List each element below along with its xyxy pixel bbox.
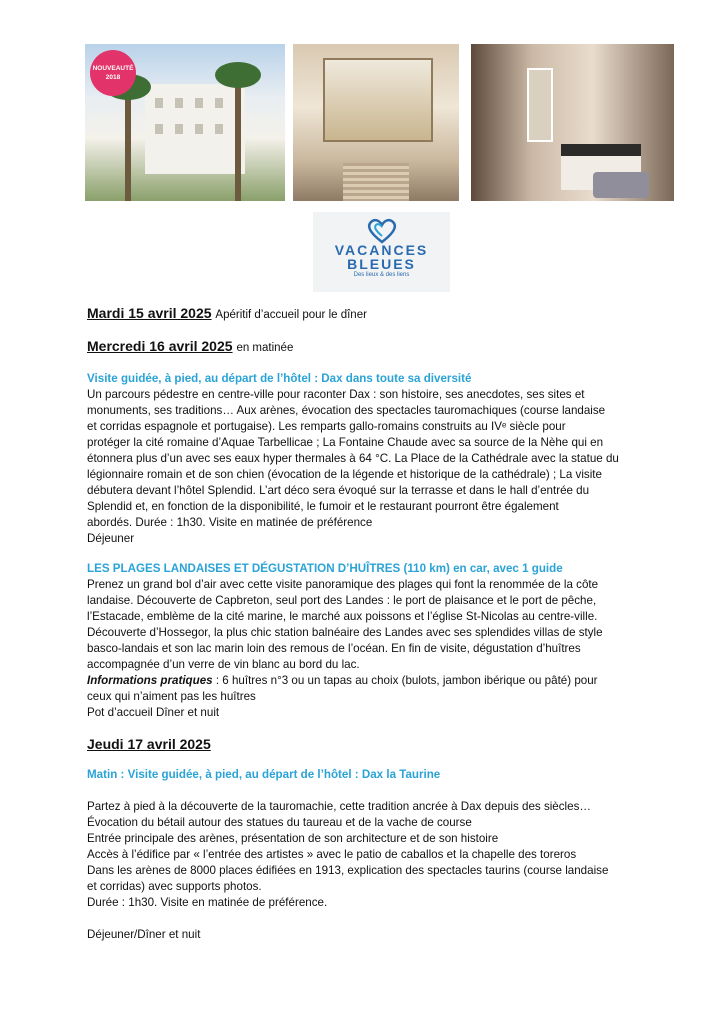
paragraph-line: Déjeuner <box>87 532 135 545</box>
day-date: Mercredi 16 avril 2025 <box>87 338 233 354</box>
paragraph-line: protéger la cité romaine d’Aquae Tarbellicae ; La Fontaine Chaude avec sa source de la Nèhe qui en <box>87 436 604 449</box>
paragraph-line: ceux qui n’aiment pas les huîtres <box>87 690 256 703</box>
paragraph-line: Partez à pied à la découverte de la tauromachie, cette tradition ancrée à Dax depuis des siècles… <box>87 800 591 813</box>
nouveaute-badge: NOUVEAUTÉ 2018 <box>90 50 136 96</box>
paragraph-line: basco-landais et son lac marin loin des remous de l’océan. En fin de visite, dégustation d’huîtres <box>87 642 581 655</box>
building-shape <box>145 84 245 174</box>
itinerary-content <box>87 304 647 943</box>
heart-icon <box>365 218 399 244</box>
vacances-bleues-logo <box>313 212 450 292</box>
hotel-facade-photo <box>85 44 285 201</box>
paragraph-line: Dans les arènes de 8000 places édifiées en 1913, explication des spectacles taurins (course landaise <box>87 864 609 877</box>
paragraph-line: Déjeuner/Dîner et nuit <box>87 928 201 941</box>
practical-info-text: : 6 huîtres n°3 ou un tapas au choix (bulots, jambon ibérique ou pâté) pour <box>212 674 598 687</box>
day-heading <box>87 304 647 324</box>
paragraph-line: Un parcours pédestre en centre-ville pour raconter Dax : son histoire, ses anecdotes, ses sites et <box>87 388 585 401</box>
logo-tagline: Des lieux & des liens <box>353 272 410 278</box>
paragraph-line: Découverte d’Hossegor, la plus chic station balnéaire des Landes avec ses splendides villas de style <box>87 626 603 639</box>
day-date: Mardi 15 avril 2025 <box>87 305 212 321</box>
paragraph-line: Pot d’accueil Dîner et nuit <box>87 706 220 719</box>
paragraph-line: landaise. Découverte de Capbreton, seul port des Landes : le port de plaisance et le port de pêche, <box>87 594 597 607</box>
section-heading: Matin : Visite guidée, à pied, au départ de l’hôtel : Dax la Taurine <box>87 768 441 781</box>
paragraph-line: accompagnée d’un verre de vin blanc au bord du lac. <box>87 658 360 671</box>
paragraph-line: Accès à l’édifice par « l’entrée des artistes » avec le patio de caballos et la chapelle des toreros <box>87 848 577 861</box>
day-note: en matinée <box>236 342 294 354</box>
paragraph-line: Évocation du bétail autour des statues du taureau et de la vache de course <box>87 816 472 829</box>
section-heading: LES PLAGES LANDAISES ET DÉGUSTATION D’HUÎTRES (110 km) en car, avec 1 guide <box>87 562 563 575</box>
day-note: Apéritif d’accueil pour le dîner <box>215 309 367 321</box>
paragraph-line: et corridas espagnole et portugaise). Les remparts gallo-romains construits au IVᵉ siècle pour <box>87 420 566 433</box>
paragraph-line: l’Estacade, emblème de la cité marine, le marché aux poissons et l’église St-Nicolas au centre-ville. <box>87 610 598 623</box>
day-date: Jeudi 17 avril 2025 <box>87 736 211 752</box>
paragraph-line: légionnaire romain et de son chien (évocation de la légende et historique de la cathédrale) ; La visite <box>87 468 602 481</box>
section-heading: Visite guidée, à pied, au départ de l’hôtel : Dax dans toute sa diversité <box>87 372 472 385</box>
paragraph-line: Durée : 1h30. Visite en matinée de préférence. <box>87 896 328 909</box>
paragraph-line: étonnera plus d’un avec ses eaux hyper thermales à 64 °C. La Place de la Cathédrale avec la statue du <box>87 452 619 465</box>
paragraph-line: et corridas) avec supports photos. <box>87 880 262 893</box>
bedroom-photo <box>471 44 674 201</box>
paragraph-line: abordés. Durée : 1h30. Visite en matinée de préférence <box>87 516 373 529</box>
lobby-photo <box>293 44 459 201</box>
logo-text-line2: BLEUES <box>347 256 416 272</box>
practical-info <box>87 673 647 689</box>
paragraph-line: débutera devant l’hôtel Splendid. L’art déco sera évoqué sur la terrasse et dans le hall d’entrée du <box>87 484 590 497</box>
day-heading <box>87 735 647 753</box>
paragraph-line: monuments, ses traditions… Aux arènes, évocation des spectacles tauromachiques (course landaise <box>87 404 606 417</box>
day-heading <box>87 337 647 357</box>
paragraph-line: Prenez un grand bol d’air avec cette visite panoramique des plages qui font la renommée de la côte <box>87 578 599 591</box>
logo-text-line1: VACANCES <box>334 242 429 258</box>
paragraph-line: Splendid et, en fonction de la disponibilité, le fumoir et le restaurant pourront être également <box>87 500 559 513</box>
paragraph-line: Entrée principale des arènes, présentation de son architecture et de son histoire <box>87 832 499 845</box>
practical-info-label: Informations pratiques <box>87 674 213 687</box>
